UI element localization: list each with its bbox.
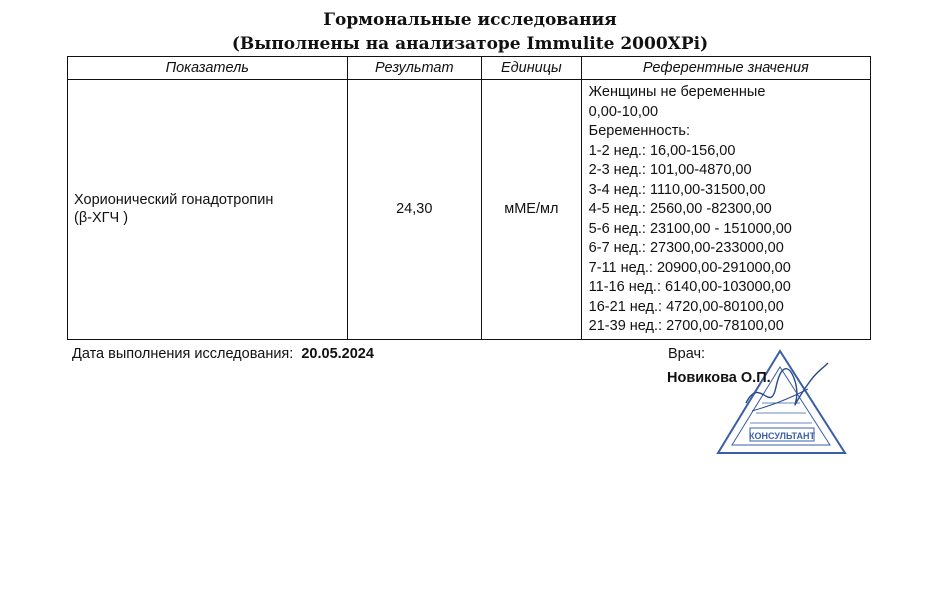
test-date — [72, 346, 374, 362]
result-value: 24,30 — [347, 80, 482, 340]
report-header — [0, 8, 940, 56]
reference-line: 7-11 нед.: 20900,00-291000,00 — [588, 259, 791, 276]
reference-line: 2-3 нед.: 101,00-4870,00 — [588, 162, 752, 178]
reference-line: 4-5 нед.: 2560,00 -82300,00 — [588, 201, 772, 217]
report-title: Гормональные исследования — [323, 10, 617, 30]
report-subtitle: (Выполнены на анализаторе Immulite 2000XPi) — [231, 34, 709, 54]
test-date-label: Дата выполнения исследования: — [72, 346, 294, 362]
parameter-name: Хорионический гонадотропин — [74, 192, 274, 209]
results-table — [67, 56, 871, 340]
reference-line: 6-7 нед.: 27300,00-233000,00 — [588, 240, 784, 256]
reference-line: 0,00-10,00 — [588, 103, 659, 120]
column-header-reference: Референтные значения — [581, 57, 870, 80]
parameter-cell — [68, 80, 348, 340]
doctor-label: Врач: — [668, 346, 706, 362]
parameter-abbreviation: (β-ХГЧ ) — [74, 210, 129, 227]
reference-line: 1-2 нед.: 16,00-156,00 — [588, 142, 736, 159]
stamp-text: КОНСУЛЬТАНТ — [749, 431, 815, 441]
reference-line: 21-39 нед.: 2700,00-78100,00 — [588, 318, 784, 334]
reference-line: 3-4 нед.: 1110,00-31500,00 — [588, 181, 766, 198]
reference-line: 11-16 нед.: 6140,00-103000,00 — [588, 279, 791, 295]
units-value: мМЕ/мл — [482, 80, 582, 340]
table-row — [68, 80, 871, 340]
reference-line: 5-6 нед.: 23100,00 - 151000,00 — [588, 220, 792, 237]
reference-line: Беременность: — [588, 123, 690, 139]
reference-line: Женщины не беременные — [588, 84, 766, 100]
doctor-stamp — [712, 345, 852, 460]
column-header-parameter: Показатель — [68, 57, 348, 80]
column-header-result: Результат — [347, 57, 482, 80]
doctor-name: Новикова О.П. — [667, 370, 771, 386]
column-header-units: Единицы — [482, 57, 582, 80]
reference-line: 16-21 нед.: 4720,00-80100,00 — [588, 298, 784, 315]
table-header-row — [68, 57, 871, 80]
test-date-value: 20.05.2024 — [301, 346, 374, 362]
reference-values-cell — [581, 80, 870, 340]
